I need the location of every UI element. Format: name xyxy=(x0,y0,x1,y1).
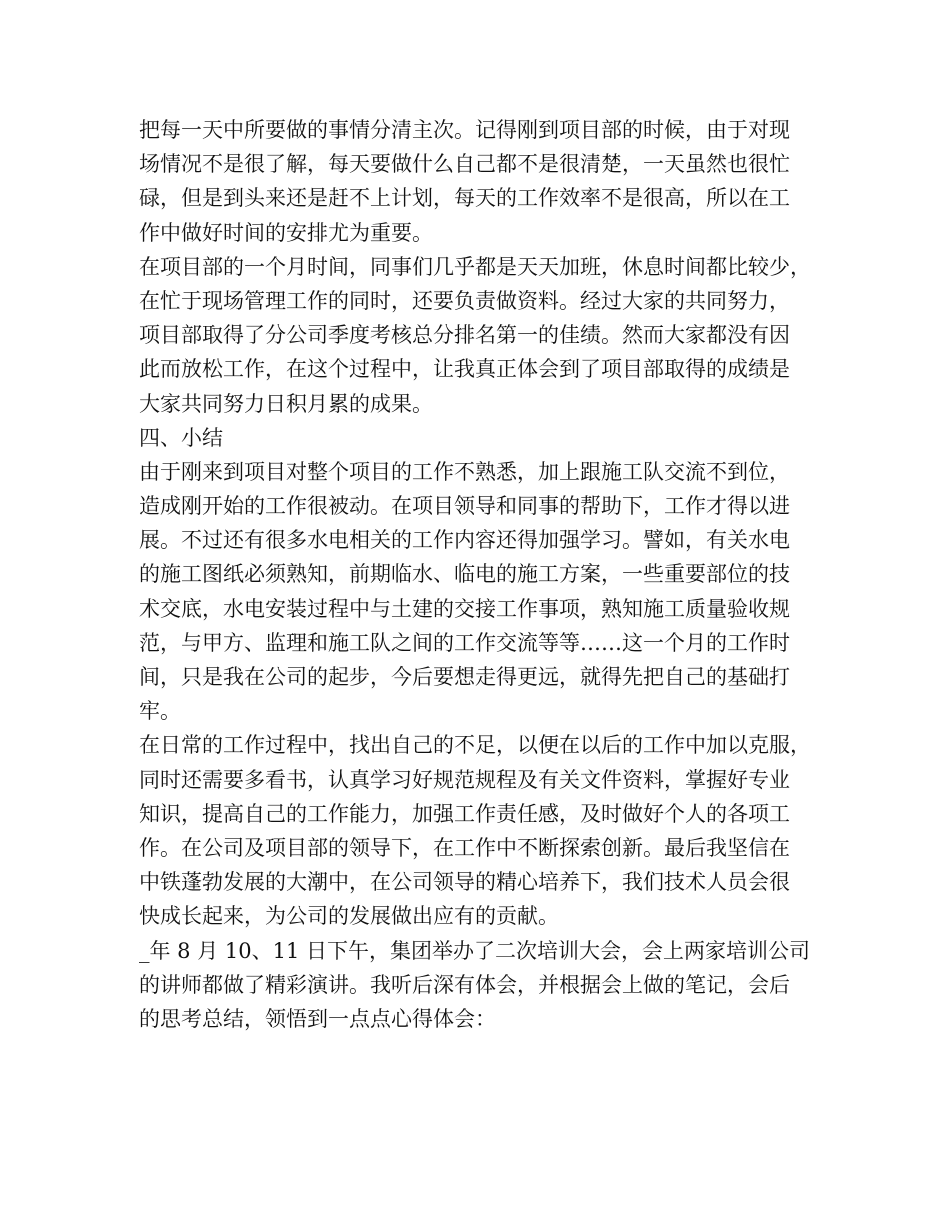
text-line: 的施工图纸必须熟知，前期临水、临电的施工方案，一些重要部位的技 xyxy=(139,562,790,587)
text-line: _年 8 月 10、11 日下午，集团举办了二次培训大会，会上两家培训公司 xyxy=(139,938,811,963)
text-line: 牢。 xyxy=(139,699,181,724)
text-line: 场情况不是很了解，每天要做什么自己都不是很清楚，一天虽然也很忙 xyxy=(139,152,790,177)
text-line: 中铁蓬勃发展的大潮中，在公司领导的精心培养下，我们技术人员会很 xyxy=(139,870,790,895)
text-line: 术交底，水电安装过程中与土建的交接工作事项，熟知施工质量验收规 xyxy=(139,596,790,621)
text-line: 作中做好时间的安排尤为重要。 xyxy=(139,220,433,245)
section-heading: 四、小结 xyxy=(139,425,223,450)
text-line: 同时还需要多看书，认真学习好规范规程及有关文件资料，掌握好专业 xyxy=(139,767,790,792)
text-line: 造成刚开始的工作很被动。在项目领导和同事的帮助下，工作才得以进 xyxy=(139,494,790,519)
text-line: 快成长起来，为公司的发展做出应有的贡献。 xyxy=(139,904,559,929)
text-line: 在忙于现场管理工作的同时，还要负责做资料。经过大家的共同努力， xyxy=(139,288,790,313)
text-line: 展。不过还有很多水电相关的工作内容还得加强学习。譬如，有关水电 xyxy=(139,528,790,553)
text-line: 在日常的工作过程中，找出自己的不足，以便在以后的工作中加以克服， xyxy=(139,733,811,758)
text-line: 把每一天中所要做的事情分清主次。记得刚到项目部的时候，由于对现 xyxy=(139,118,790,142)
text-line: 碌，但是到头来还是赶不上计划，每天的工作效率不是很高，所以在工 xyxy=(139,186,790,211)
text-line: 大家共同努力日积月累的成果。 xyxy=(139,391,433,416)
text-line: 此而放松工作，在这个过程中，让我真正体会到了项目部取得的成绩是 xyxy=(139,357,790,382)
text-line: 的思考总结，领悟到一点点心得体会： xyxy=(139,1006,496,1031)
text-line: 知识，提高自己的工作能力，加强工作责任感，及时做好个人的各项工 xyxy=(139,801,790,826)
text-line: 作。在公司及项目部的领导下，在工作中不断探索创新。最后我坚信在 xyxy=(139,835,790,860)
text-line: 范，与甲方、监理和施工队之间的工作交流等等……这一个月的工作时 xyxy=(139,630,790,655)
text-line: 间，只是我在公司的起步，今后要想走得更远，就得先把自己的基础打 xyxy=(139,665,790,689)
text-line: 在项目部的一个月时间，同事们几乎都是天天加班，休息时间都比较少， xyxy=(139,254,811,279)
document-body xyxy=(139,113,819,1036)
text-line: 的讲师都做了精彩演讲。我听后深有体会，并根据会上做的笔记，会后 xyxy=(139,972,790,997)
text-line: 由于刚来到项目对整个项目的工作不熟悉，加上跟施工队交流不到位， xyxy=(139,459,790,484)
text-line: 项目部取得了分公司季度考核总分排名第一的佳绩。然而大家都没有因 xyxy=(139,323,790,348)
